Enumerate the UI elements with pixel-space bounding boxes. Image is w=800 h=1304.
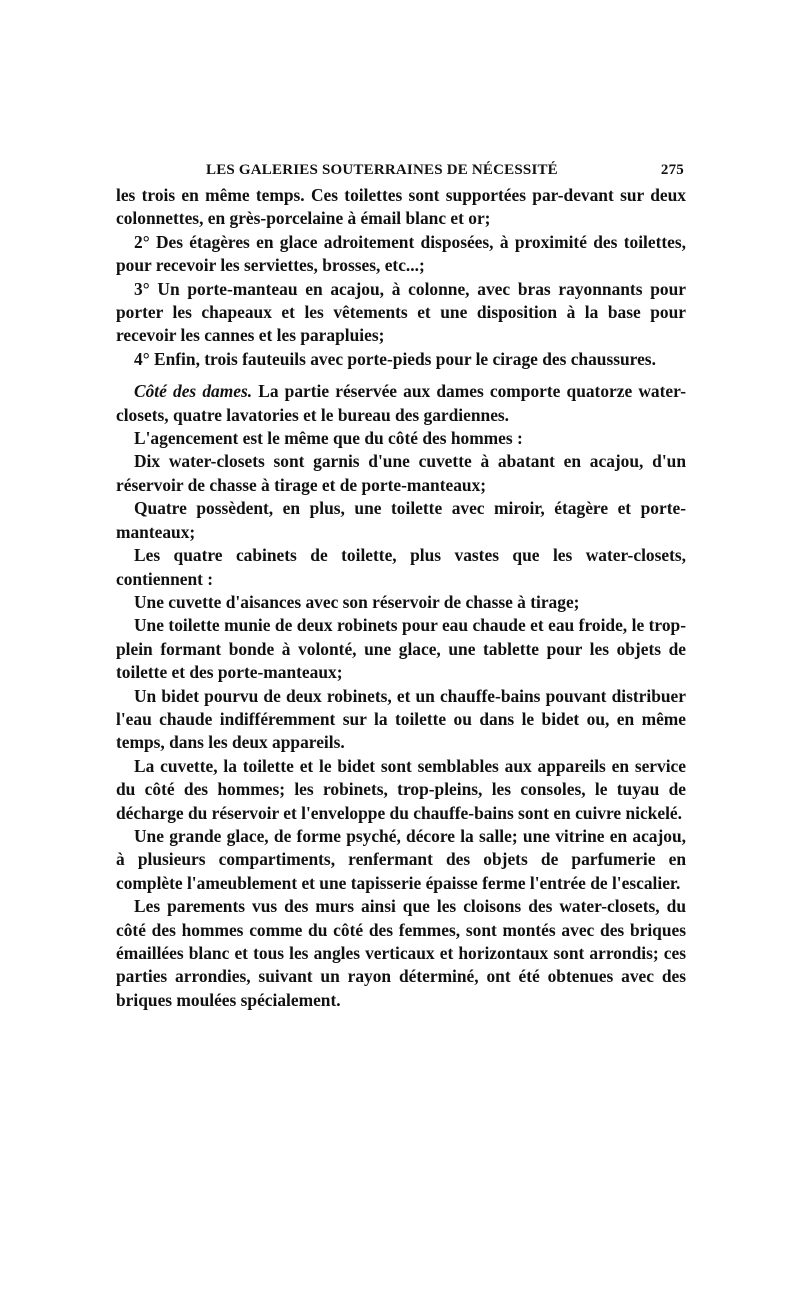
section-lead: Côté des dames. <box>134 381 253 402</box>
paragraph: Les quatre cabinets de toilette, plus vastes que les water-closets, contiennent : <box>116 545 686 589</box>
running-head <box>116 158 686 184</box>
body-text <box>116 184 686 1012</box>
running-title: LES GALERIES SOUTERRAINES DE NÉCESSITÉ <box>206 162 558 178</box>
paragraph-continuation: les trois en même temps. Ces toilettes sont supportées par-devant sur deux colonnettes, en grès-porcelaine à émail blanc et or; <box>116 185 686 229</box>
paragraph-cote-des-dames: Côté des dames. La partie réservée aux dames comporte quatorze water-closets, quatre lavatories et le bureau des gardiennes. <box>116 381 686 425</box>
paragraph: Un bidet pourvu de deux robinets, et un chauffe-bains pouvant distribuer l'eau chaude indifféremment sur la toilette ou dans le bidet ou, en même temps, dans les deux appareils. <box>116 685 686 753</box>
paragraph: Une cuvette d'aisances avec son réservoir de chasse à tirage; <box>134 591 580 612</box>
page-number: 275 <box>660 162 684 178</box>
paragraph-item-3: 3° Un porte-manteau en acajou, à colonne, avec bras rayonnants pour porter les chapeaux et les vêtements et une disposition à la base pour recevoir les cannes et les parapluies; <box>116 278 686 346</box>
paragraph: Quatre possèdent, en plus, une toilette avec miroir, étagère et porte-manteaux; <box>116 498 686 542</box>
paragraph: L'agencement est le même que du côté des hommes : <box>134 428 523 449</box>
paragraph-item-4: 4° Enfin, trois fauteuils avec porte-pieds pour le cirage des chaussures. <box>134 348 656 369</box>
paragraph: Une grande glace, de forme psyché, décore la salle; une vitrine en acajou, à plusieurs compartiments, renfermant des objets de parfumerie en complète l'ameublement et une tapisserie épaisse ferme l'entrée de l'escalier. <box>116 825 686 893</box>
paragraph: Une toilette munie de deux robinets pour eau chaude et eau froide, le trop-plein formant bonde à volonté, une glace, une tablette pour les objets de toilette et des porte-manteaux; <box>116 615 686 683</box>
paragraph: Les parements vus des murs ainsi que les cloisons des water-closets, du côté des hommes comme du côté des femmes, sont montés avec des briques émaillées blanc et tous les angles verticaux et horizontaux sont arrondis; ces parties arrondies, suivant un rayon déterminé, ont été obtenues avec des briques moulées spécialement. <box>116 896 686 1010</box>
paragraph-item-2: 2° Des étagères en glace adroitement disposées, à proximité des toilettes, pour recevoir les serviettes, brosses, etc...; <box>116 231 686 276</box>
paragraph: La cuvette, la toilette et le bidet sont semblables aux appareils en service du côté des hommes; les robinets, trop-pleins, les consoles, le tuyau de décharge du réservoir et l'enveloppe du chauffe-bains sont en cuivre nickelé. <box>116 755 686 823</box>
paragraph: Dix water-closets sont garnis d'une cuvette à abatant en acajou, d'un réservoir de chasse à tirage et de porte-manteaux; <box>116 451 686 495</box>
book-page <box>116 158 686 1012</box>
